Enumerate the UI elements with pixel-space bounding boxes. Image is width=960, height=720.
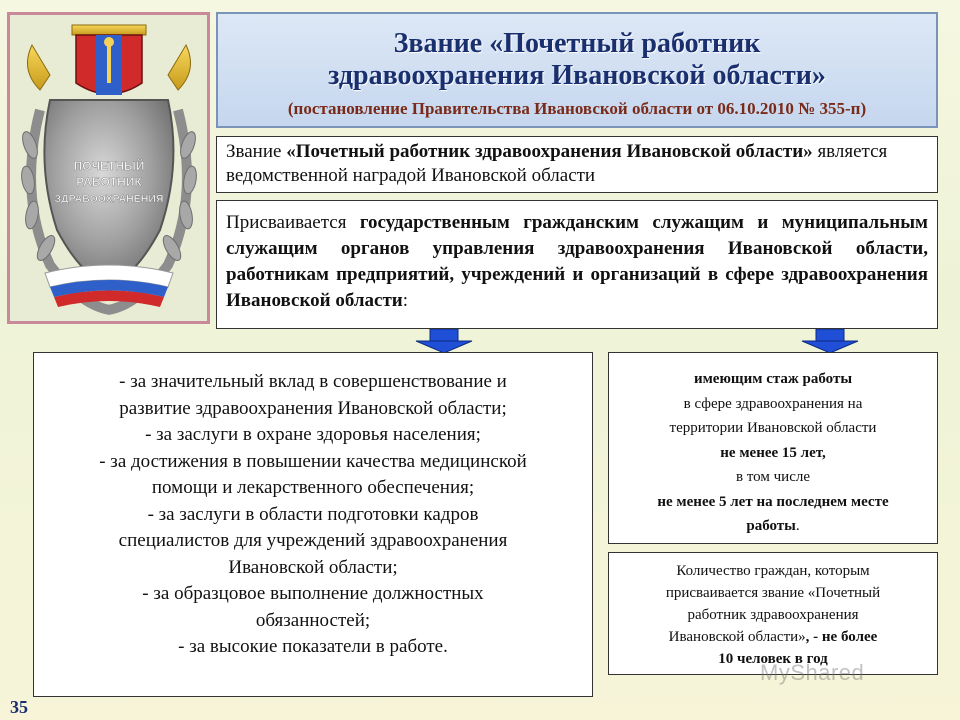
count-line: Количество граждан, которым: [676, 563, 870, 579]
stage-line: в том числе: [735, 469, 811, 485]
merit-line: - за достижения в повышении качества медицинской: [99, 450, 527, 472]
merit-line: Ивановской области;: [228, 556, 398, 578]
stage-line: имеющим стаж работы: [693, 371, 853, 387]
count-line: работник здравоохранения: [687, 607, 859, 623]
count-line: присваивается звание «Почетный: [665, 585, 881, 601]
page-subtitle: (постановление Правительства Ивановской области от 06.10.2010 № 355-п): [287, 99, 867, 118]
ribbon-icon: [45, 265, 173, 307]
stage-line-end: .: [795, 518, 800, 534]
coat-of-arms-icon: [28, 25, 191, 95]
badge-text-line2: РАБОТНИК: [76, 175, 142, 189]
watermark: MyShared: [760, 660, 865, 685]
assignment-statement: [216, 200, 938, 329]
merit-line: помощи и лекарственного обеспечения;: [151, 477, 475, 498]
count-line: Ивановской области»: [668, 629, 806, 645]
arrow-down-icon-right: [800, 329, 860, 354]
merit-line: обязанностей;: [255, 609, 371, 631]
stage-line: в сфере здравоохранения на: [683, 395, 863, 412]
merit-line: - за образцовое выполнение должностных: [142, 583, 484, 604]
award-prefix: Звание: [226, 141, 287, 162]
page-title-line1: Звание «Почетный работник: [393, 28, 761, 59]
award-suffix: является ведомственной наградой Ивановской области: [226, 141, 888, 186]
award-name: «Почетный работник здравоохранения Ивановской области»: [286, 141, 813, 162]
page-title-line2: здравоохранения Ивановской области»: [328, 60, 826, 91]
merit-line: - за значительный вклад в совершенствование и: [119, 371, 507, 392]
arrow-down-icon-left: [414, 329, 474, 354]
count-line: 10 человек в год: [718, 651, 828, 667]
merit-line: - за заслуги в области подготовки кадров: [147, 503, 479, 525]
count-line: , - не более: [805, 629, 878, 645]
stage-line: работы: [746, 518, 796, 534]
merit-line: - за высокие показатели в работе.: [178, 636, 448, 657]
badge-text-line1: ПОЧЕТНЫЙ: [73, 159, 145, 173]
merit-line: - за заслуги в охране здоровья населения;: [145, 424, 481, 445]
merit-line: специалистов для учреждений здравоохранения: [118, 530, 508, 551]
merit-line: развитие здравоохранения Ивановской области;: [119, 397, 507, 419]
award-statement: [216, 136, 938, 193]
stage-line: территории Ивановской области: [669, 420, 877, 436]
stage-line: не менее 5 лет на последнем месте: [657, 493, 889, 510]
assignment-prefix: Присваивается: [226, 212, 360, 233]
emblem-panel: [7, 12, 210, 324]
award-badge-image: [10, 15, 207, 321]
stage-line: не менее 15 лет,: [720, 444, 826, 461]
annual-limit: [608, 552, 938, 675]
assignment-body: государственным гражданским служащим и муниципальным служащим органов управления здравоохранения Ивановской области, работникам предприятий, учреждений и организаций в сфере здравоохранения Ивановской области: [226, 212, 928, 311]
assignment-suffix: :: [402, 290, 409, 311]
title-banner: [216, 12, 938, 128]
experience-requirement: [608, 352, 938, 544]
page-number: 35: [10, 697, 28, 717]
badge-text-line3: ЗДРАВООХРАНЕНИЯ: [54, 193, 164, 205]
merits-list: [33, 352, 593, 697]
